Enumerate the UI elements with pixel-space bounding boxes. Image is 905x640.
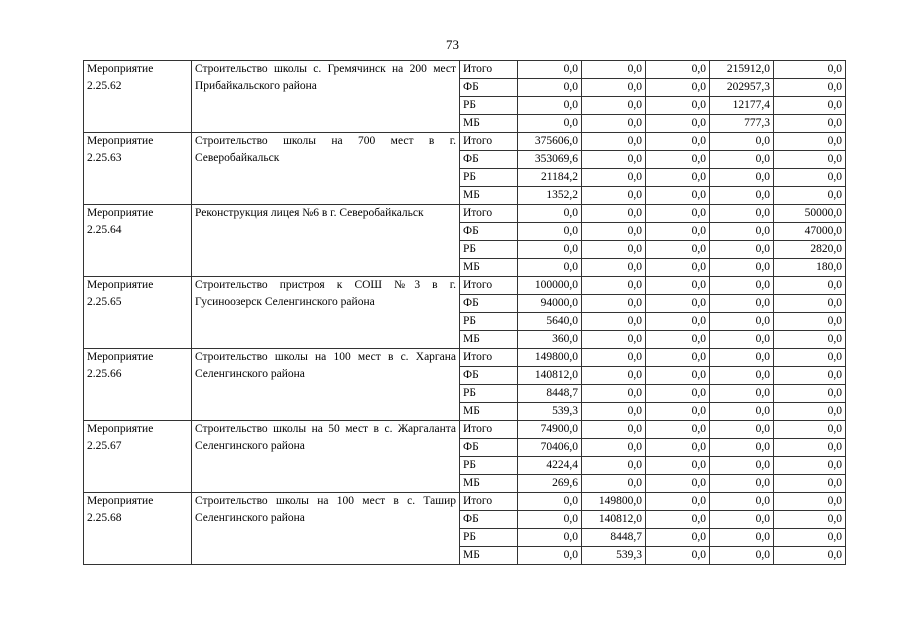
amount-cell: 94000,0	[518, 295, 582, 313]
amount-cell: 0,0	[710, 529, 774, 547]
amount-cell: 0,0	[774, 349, 846, 367]
event-description-cell: Строительство школы на 100 мест в с. Харгана Селенгинского района	[192, 349, 460, 421]
amount-cell: 0,0	[646, 457, 710, 475]
funding-source-cell: РБ	[460, 241, 518, 259]
amount-cell: 0,0	[774, 61, 846, 79]
funding-source-cell: ФБ	[460, 151, 518, 169]
amount-cell: 0,0	[582, 223, 646, 241]
budget-table	[83, 60, 846, 565]
funding-source-cell: МБ	[460, 547, 518, 565]
funding-source-cell: Итого	[460, 349, 518, 367]
amount-cell: 0,0	[774, 547, 846, 565]
amount-cell: 0,0	[710, 331, 774, 349]
funding-source-cell: МБ	[460, 115, 518, 133]
amount-cell: 0,0	[646, 205, 710, 223]
amount-cell: 360,0	[518, 331, 582, 349]
amount-cell: 47000,0	[774, 223, 846, 241]
amount-cell: 0,0	[774, 115, 846, 133]
amount-cell: 0,0	[518, 493, 582, 511]
funding-source-cell: РБ	[460, 529, 518, 547]
amount-cell: 0,0	[582, 97, 646, 115]
event-code-cell: Мероприятие 2.25.62	[84, 61, 192, 133]
event-description-cell: Строительство школы с. Гремячинск на 200 мест Прибайкальского района	[192, 61, 460, 133]
amount-cell: 0,0	[774, 277, 846, 295]
table-row	[84, 61, 846, 79]
amount-cell: 0,0	[774, 511, 846, 529]
event-code-cell: Мероприятие 2.25.68	[84, 493, 192, 565]
amount-cell: 0,0	[646, 349, 710, 367]
amount-cell: 0,0	[646, 403, 710, 421]
amount-cell: 0,0	[582, 421, 646, 439]
amount-cell: 0,0	[582, 169, 646, 187]
funding-source-cell: МБ	[460, 187, 518, 205]
funding-source-cell: ФБ	[460, 223, 518, 241]
amount-cell: 180,0	[774, 259, 846, 277]
amount-cell: 0,0	[518, 511, 582, 529]
amount-cell: 0,0	[774, 97, 846, 115]
amount-cell: 0,0	[582, 61, 646, 79]
amount-cell: 0,0	[646, 133, 710, 151]
amount-cell: 8448,7	[518, 385, 582, 403]
amount-cell: 12177,4	[710, 97, 774, 115]
amount-cell: 0,0	[582, 79, 646, 97]
event-code-cell: Мероприятие 2.25.66	[84, 349, 192, 421]
amount-cell: 0,0	[710, 133, 774, 151]
amount-cell: 0,0	[646, 421, 710, 439]
amount-cell: 0,0	[518, 241, 582, 259]
amount-cell: 0,0	[710, 241, 774, 259]
amount-cell: 0,0	[582, 403, 646, 421]
event-description-cell: Реконструкция лицея №6 в г. Северобайкальск	[192, 205, 460, 277]
amount-cell: 0,0	[582, 277, 646, 295]
amount-cell: 0,0	[518, 529, 582, 547]
amount-cell: 0,0	[774, 385, 846, 403]
amount-cell: 0,0	[582, 313, 646, 331]
amount-cell: 0,0	[774, 529, 846, 547]
amount-cell: 0,0	[582, 439, 646, 457]
event-description-cell: Строительство школы на 50 мест в с. Жаргаланта Селенгинского района	[192, 421, 460, 493]
table-row	[84, 349, 846, 367]
amount-cell: 0,0	[582, 475, 646, 493]
amount-cell: 0,0	[710, 403, 774, 421]
amount-cell: 0,0	[646, 475, 710, 493]
amount-cell: 70406,0	[518, 439, 582, 457]
amount-cell: 539,3	[518, 403, 582, 421]
amount-cell: 0,0	[774, 367, 846, 385]
funding-source-cell: Итого	[460, 277, 518, 295]
amount-cell: 777,3	[710, 115, 774, 133]
amount-cell: 0,0	[710, 475, 774, 493]
funding-source-cell: РБ	[460, 385, 518, 403]
amount-cell: 0,0	[518, 547, 582, 565]
amount-cell: 0,0	[646, 331, 710, 349]
amount-cell: 0,0	[646, 223, 710, 241]
page-number: 73	[446, 37, 459, 52]
amount-cell: 0,0	[710, 169, 774, 187]
amount-cell: 0,0	[710, 259, 774, 277]
amount-cell: 0,0	[582, 241, 646, 259]
funding-source-cell: ФБ	[460, 295, 518, 313]
amount-cell: 0,0	[710, 367, 774, 385]
funding-source-cell: МБ	[460, 259, 518, 277]
amount-cell: 0,0	[710, 439, 774, 457]
amount-cell: 0,0	[774, 475, 846, 493]
amount-cell: 0,0	[646, 97, 710, 115]
amount-cell: 0,0	[710, 547, 774, 565]
amount-cell: 0,0	[710, 151, 774, 169]
amount-cell: 0,0	[710, 205, 774, 223]
amount-cell: 0,0	[582, 259, 646, 277]
event-description-cell: Строительство школы на 100 мест в с. Ташир Селенгинского района	[192, 493, 460, 565]
amount-cell: 0,0	[646, 259, 710, 277]
amount-cell: 0,0	[582, 151, 646, 169]
amount-cell: 375606,0	[518, 133, 582, 151]
amount-cell: 0,0	[646, 529, 710, 547]
amount-cell: 1352,2	[518, 187, 582, 205]
amount-cell: 0,0	[646, 169, 710, 187]
amount-cell: 539,3	[582, 547, 646, 565]
amount-cell: 149800,0	[518, 349, 582, 367]
amount-cell: 0,0	[582, 205, 646, 223]
funding-source-cell: МБ	[460, 331, 518, 349]
amount-cell: 0,0	[710, 277, 774, 295]
funding-source-cell: Итого	[460, 133, 518, 151]
amount-cell: 4224,4	[518, 457, 582, 475]
event-code-cell: Мероприятие 2.25.67	[84, 421, 192, 493]
amount-cell: 0,0	[774, 457, 846, 475]
amount-cell: 2820,0	[774, 241, 846, 259]
amount-cell: 0,0	[646, 79, 710, 97]
table-row	[84, 421, 846, 439]
amount-cell: 0,0	[582, 349, 646, 367]
amount-cell: 0,0	[710, 421, 774, 439]
amount-cell: 0,0	[774, 187, 846, 205]
table-row	[84, 133, 846, 151]
amount-cell: 0,0	[774, 439, 846, 457]
table-body	[84, 61, 846, 565]
amount-cell: 202957,3	[710, 79, 774, 97]
amount-cell: 0,0	[646, 439, 710, 457]
funding-source-cell: Итого	[460, 493, 518, 511]
event-code-cell: Мероприятие 2.25.63	[84, 133, 192, 205]
amount-cell: 0,0	[646, 367, 710, 385]
amount-cell: 140812,0	[518, 367, 582, 385]
amount-cell: 0,0	[774, 421, 846, 439]
amount-cell: 0,0	[774, 79, 846, 97]
funding-source-cell: ФБ	[460, 367, 518, 385]
table-row	[84, 277, 846, 295]
amount-cell: 74900,0	[518, 421, 582, 439]
amount-cell: 140812,0	[582, 511, 646, 529]
amount-cell: 0,0	[582, 457, 646, 475]
amount-cell: 0,0	[518, 223, 582, 241]
amount-cell: 0,0	[774, 493, 846, 511]
amount-cell: 8448,7	[582, 529, 646, 547]
amount-cell: 0,0	[774, 133, 846, 151]
amount-cell: 50000,0	[774, 205, 846, 223]
amount-cell: 0,0	[646, 295, 710, 313]
funding-source-cell: МБ	[460, 403, 518, 421]
amount-cell: 149800,0	[582, 493, 646, 511]
amount-cell: 0,0	[646, 277, 710, 295]
amount-cell: 0,0	[646, 151, 710, 169]
amount-cell: 0,0	[646, 187, 710, 205]
amount-cell: 0,0	[710, 187, 774, 205]
amount-cell: 0,0	[582, 385, 646, 403]
funding-source-cell: РБ	[460, 97, 518, 115]
funding-source-cell: РБ	[460, 313, 518, 331]
amount-cell: 0,0	[518, 205, 582, 223]
amount-cell: 0,0	[710, 493, 774, 511]
amount-cell: 0,0	[518, 97, 582, 115]
amount-cell: 0,0	[582, 331, 646, 349]
amount-cell: 353069,6	[518, 151, 582, 169]
amount-cell: 0,0	[582, 295, 646, 313]
amount-cell: 0,0	[518, 61, 582, 79]
event-code-cell: Мероприятие 2.25.65	[84, 277, 192, 349]
funding-source-cell: РБ	[460, 457, 518, 475]
amount-cell: 0,0	[646, 385, 710, 403]
funding-source-cell: Итого	[460, 205, 518, 223]
funding-source-cell: Итого	[460, 61, 518, 79]
amount-cell: 0,0	[710, 223, 774, 241]
amount-cell: 0,0	[710, 313, 774, 331]
amount-cell: 0,0	[582, 133, 646, 151]
amount-cell: 0,0	[582, 187, 646, 205]
amount-cell: 0,0	[710, 511, 774, 529]
amount-cell: 0,0	[774, 403, 846, 421]
funding-source-cell: МБ	[460, 475, 518, 493]
amount-cell: 0,0	[646, 547, 710, 565]
amount-cell: 0,0	[582, 115, 646, 133]
amount-cell: 0,0	[646, 61, 710, 79]
table-row	[84, 493, 846, 511]
amount-cell: 5640,0	[518, 313, 582, 331]
event-code-cell: Мероприятие 2.25.64	[84, 205, 192, 277]
amount-cell: 0,0	[774, 151, 846, 169]
amount-cell: 0,0	[518, 259, 582, 277]
amount-cell: 21184,2	[518, 169, 582, 187]
amount-cell: 0,0	[774, 295, 846, 313]
amount-cell: 0,0	[774, 331, 846, 349]
event-description-cell: Строительство пристроя к СОШ №3 в г. Гусиноозерск Селенгинского района	[192, 277, 460, 349]
amount-cell: 0,0	[646, 493, 710, 511]
funding-source-cell: ФБ	[460, 79, 518, 97]
amount-cell: 0,0	[646, 241, 710, 259]
amount-cell: 0,0	[518, 115, 582, 133]
amount-cell: 215912,0	[710, 61, 774, 79]
funding-source-cell: ФБ	[460, 439, 518, 457]
funding-source-cell: ФБ	[460, 511, 518, 529]
amount-cell: 0,0	[518, 79, 582, 97]
amount-cell: 100000,0	[518, 277, 582, 295]
amount-cell: 0,0	[774, 169, 846, 187]
amount-cell: 0,0	[646, 511, 710, 529]
table-row	[84, 205, 846, 223]
amount-cell: 0,0	[710, 295, 774, 313]
amount-cell: 269,6	[518, 475, 582, 493]
amount-cell: 0,0	[774, 313, 846, 331]
amount-cell: 0,0	[646, 115, 710, 133]
funding-source-cell: РБ	[460, 169, 518, 187]
amount-cell: 0,0	[582, 367, 646, 385]
amount-cell: 0,0	[710, 457, 774, 475]
amount-cell: 0,0	[710, 385, 774, 403]
amount-cell: 0,0	[646, 313, 710, 331]
amount-cell: 0,0	[710, 349, 774, 367]
funding-source-cell: Итого	[460, 421, 518, 439]
event-description-cell: Строительство школы на 700 мест в г. Северобайкальск	[192, 133, 460, 205]
